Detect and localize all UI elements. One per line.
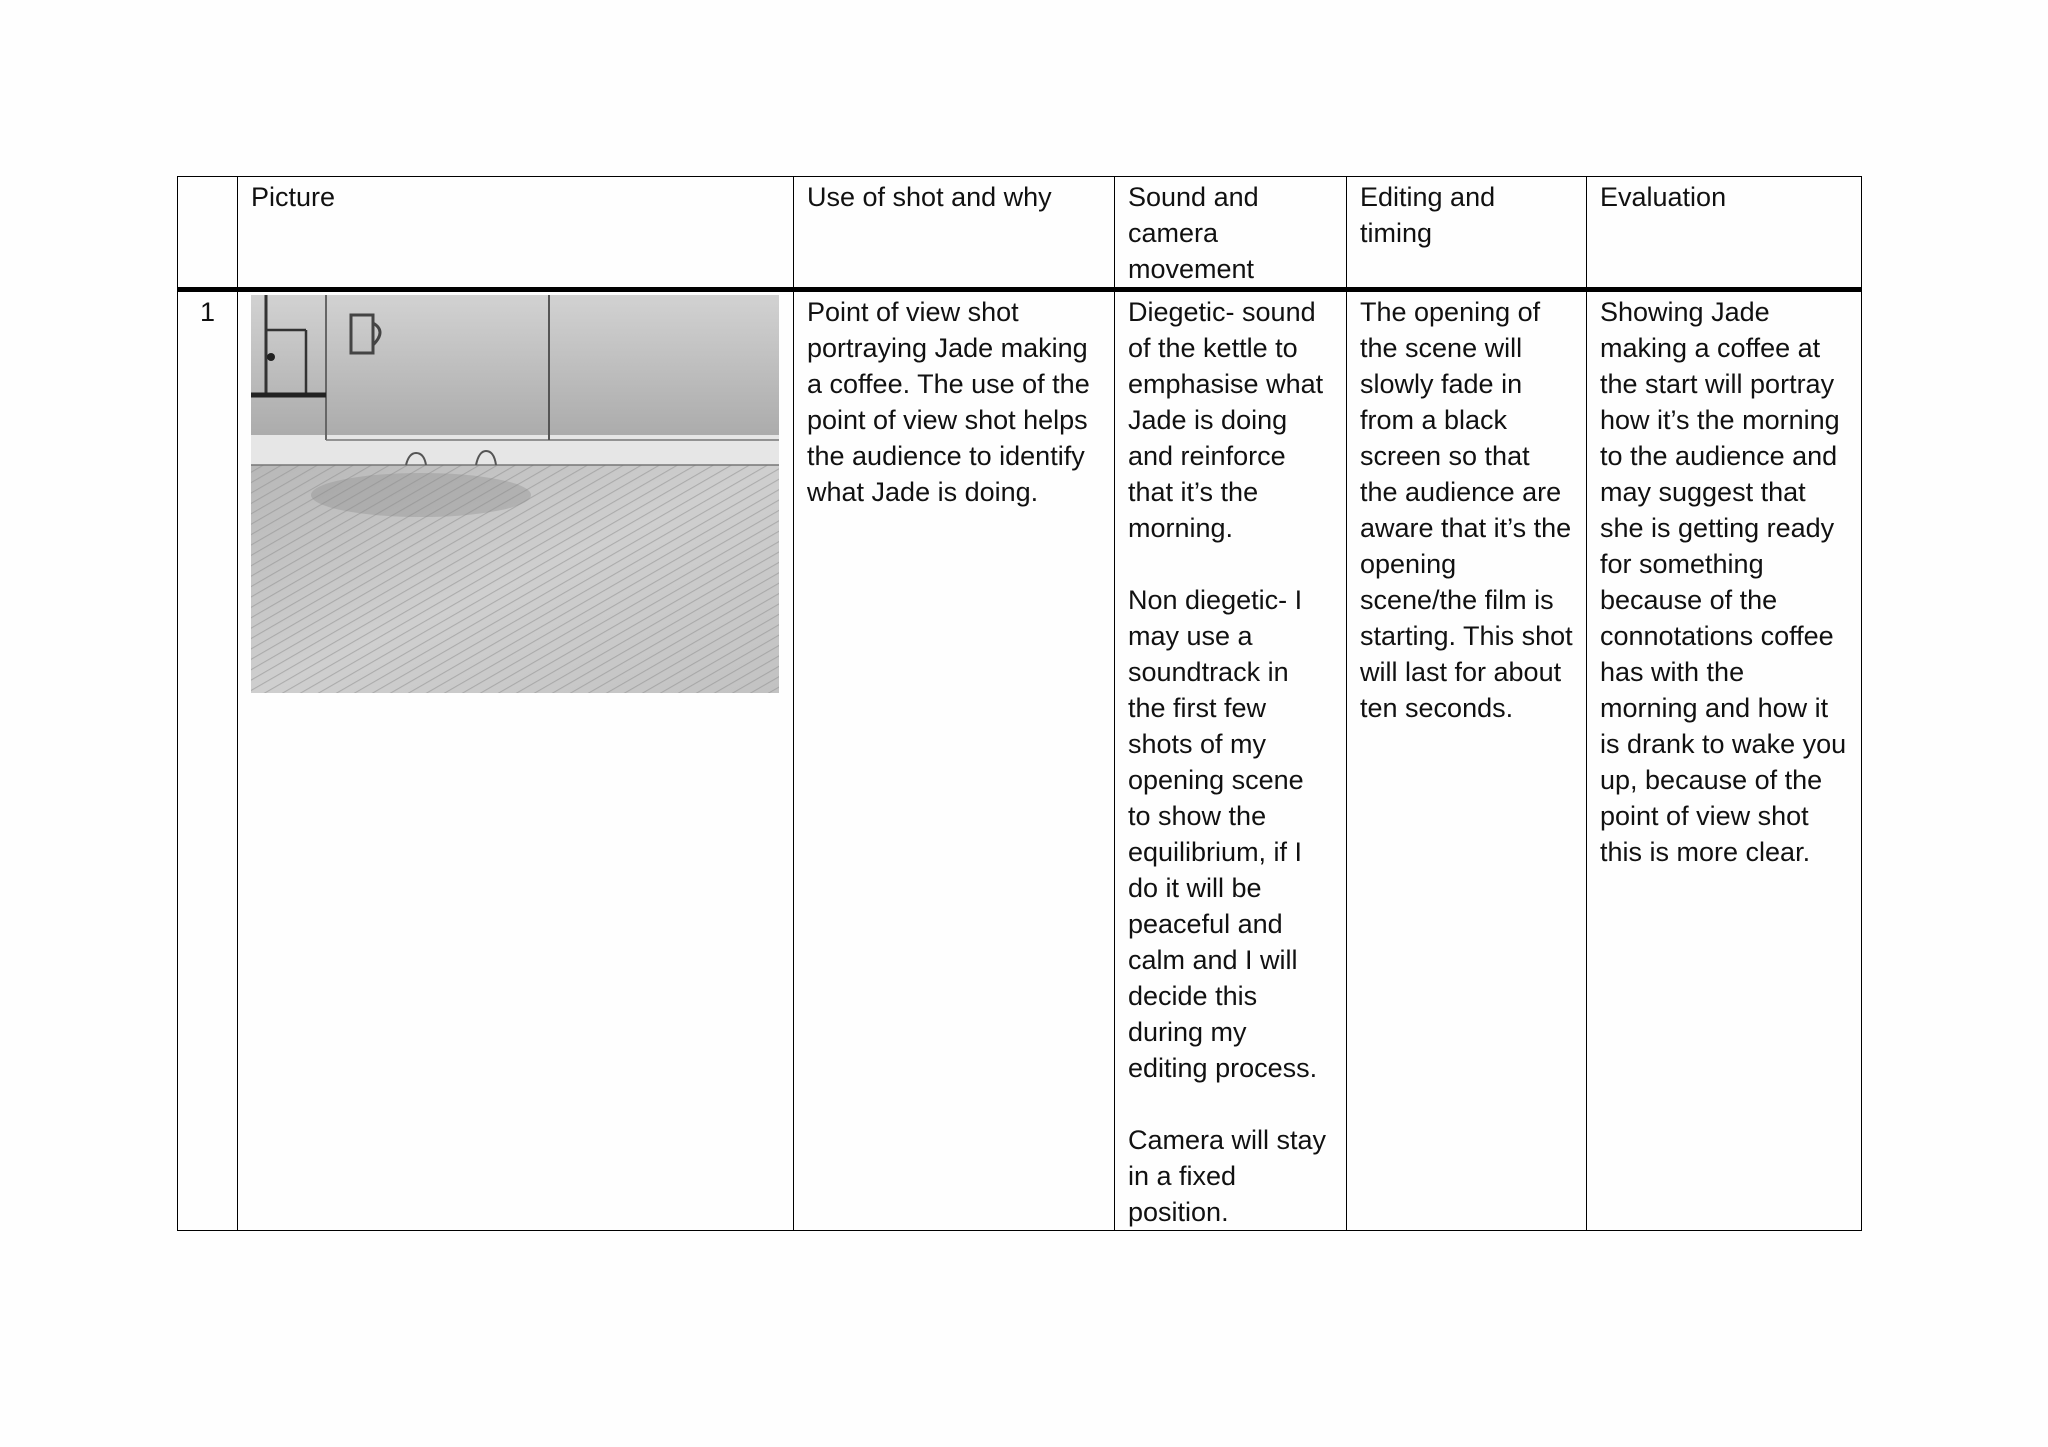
header-picture: Picture — [238, 177, 794, 290]
storyboard-table — [177, 176, 1862, 1231]
header-use-of-shot: Use of shot and why — [794, 177, 1115, 290]
header-row — [178, 177, 1862, 290]
use-of-shot-cell: Point of view shot portraying Jade making a coffee. The use of the point of view shot helps the audience to identify what Jade is doing. — [794, 290, 1115, 1231]
storyboard-sketch-icon — [251, 295, 779, 693]
sound-paragraph-diegetic: Diegetic- sound of the kettle to emphasise what Jade is doing and reinforce that it’s the morning. — [1128, 297, 1324, 543]
table-row — [178, 290, 1862, 1231]
picture-cell — [238, 290, 794, 1231]
evaluation-cell: Showing Jade making a coffee at the start will portray how it’s the morning to the audience and may suggest that she is getting ready for something because of the connotations coffee has with the morning and how it is drank to wake you up, because of the point of view shot this is more clear. — [1587, 290, 1862, 1231]
sound-paragraph-non-diegetic: Non diegetic- I may use a soundtrack in the first few shots of my opening scene to show the equilibrium, if I do it will be peaceful and calm and I will decide this during my editing process. — [1128, 585, 1318, 1083]
sound-camera-cell — [1115, 290, 1347, 1231]
header-editing-timing: Editing and timing — [1347, 177, 1587, 290]
header-evaluation: Evaluation — [1587, 177, 1862, 290]
camera-paragraph: Camera will stay in a fixed position. — [1128, 1125, 1327, 1227]
row-number: 1 — [178, 290, 238, 1231]
header-number — [178, 177, 238, 290]
header-sound-camera: Sound and camera movement — [1115, 177, 1347, 290]
editing-timing-cell: The opening of the scene will slowly fade in from a black screen so that the audience are aware that it’s the opening scene/the film is starting. This shot will last for about ten seconds. — [1347, 290, 1587, 1231]
